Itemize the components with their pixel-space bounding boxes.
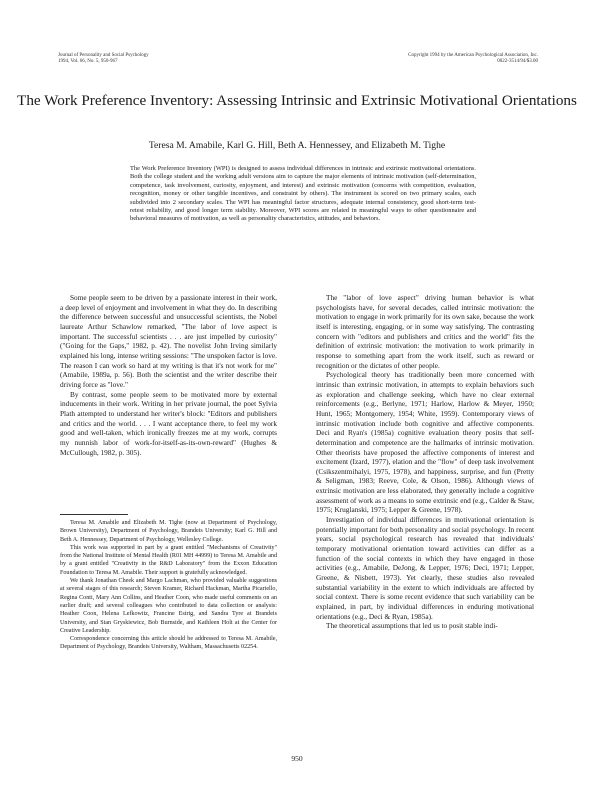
footnote-divider (60, 514, 128, 515)
paragraph: The theoretical assumptions that led us to posit stable indi- (326, 621, 498, 631)
copyright-line: Copyright 1994 by the American Psychological Association, Inc. (408, 53, 538, 58)
paragraph: The "labor of love aspect" driving human behavior is what psychologists have, for several decades, called intrinsic motivation: the motivation to engage in work primarily for its own sake, because the work itself is interesting, engaging, or in some way satisfying. The contrasting concern with "editors and publishers and critics and the world" fits the definition of extrinsic motivation: the motivation to work primarily in response to something apart from the work itself, such as reward or recognition or the dictates of other people. (316, 293, 534, 370)
body-column-left (60, 293, 277, 457)
paragraph: By contrast, some people seem to be motivated more by external inducements in their work. Writing in her private journal, the poet Sylvia Plath attempted to understand her writer's block: "Editors and publishers and critics and the world. . . . I want acceptance there, to feel my work good and well-taken, which ironically freezes me at my work, corrupts my nunnish labor of work-for-itself-as-its-own-reward" (Hughes & McCullough, 1982, p. 305). (60, 389, 277, 457)
acknowledgments-note: We thank Jonathan Cheek and Margo Lachman, who provided valuable suggestions at several stages of this research; Steven Kramer, Richard Hackman, Martha Picariello, Regina Conti, Mary Ann Collins, and Heather Coon, who made useful comments on an earlier draft; and several colleagues who contributed to data collection or analysis: Heather Coon, Helena Lefkowitz, Francine Estrig, and Sandra Tyre at Brandeis University, and Stan Gryskiewicz, Bob Burnside, and Kathleen Holt at the Center for Creative Leadership. (60, 578, 277, 634)
paragraph: Psychological theory has traditionally been more concerned with intrinsic than extrinsic motivation, in attempts to explain behaviors such as exploration and challenge seeking, which have no clear external reinforcements (e.g., Berlyne, 1971; Harlow, Harlow & Meyer, 1950; Hunt, 1965; Montgomery, 1954; White, 1959). Contemporary views of intrinsic motivation include both cognitive and affective components. Deci and Ryan's (1985a) cognitive evaluation theory posits that self-determination and competence are the hallmarks of intrinsic motivation. Other theorists have proposed the affective components of interest and excitement (Izard, 1977), elation and the "flow" of deep task involvement (Csikszentmihalyi, 1975, 1978), and happiness, surprise, and fun (Pretty & Seligman, 1983; Reeve, Cole, & Olson, 1986). Although views of extrinsic motivation are less elaborated, they generally include a cognitive assessment of work as a means to some extrinsic end (e.g., Calder & Staw, 1975; Kruglanski, 1975; Lepper & Greene, 1978). (316, 370, 534, 515)
journal-name: Journal of Personality and Social Psychology (58, 53, 149, 58)
footnotes (60, 519, 277, 652)
journal-volume: 1994, Vol. 66, No. 5, 950-967 (58, 59, 118, 64)
copyright-notice (408, 53, 538, 65)
article-title: The Work Preference Inventory: Assessing Intrinsic and Extrinsic Motivational Orientations (17, 92, 577, 109)
paragraph: Some people seem to be driven by a passionate interest in their work, a deep level of enjoyment and involvement in what they do. In describing the difference between successful and unsuccessful scientists, the Nobel laureate Arthur Schawlow remarked, "The labor of love aspect is important. The successful scientists . . . are just impelled by curiosity" ("Going for the Gaps," 1982, p. 42). The novelist John Irving similarly explained his long, intense writing sessions: "The unspoken factor is love. The reason I can work so hard at my writing is that it's not work for me" (Amabile, 1989a, p. 56). Both the scientist and the writer describe their driving force as "love." (60, 293, 277, 389)
page-number: 950 (291, 754, 303, 763)
correspondence-note: Correspondence concerning this article should be addressed to Teresa M. Amabile, Department of Psychology, Brandeis University, Waltham, Massachusetts 02254. (60, 636, 277, 651)
author-affiliation-note: Teresa M. Amabile and Elizabeth M. Tighe (now at Department of Psychology, Brown University), Department of Psychology, Brandeis University; Karl G. Hill and Beth A. Hennessey, Department of Psychology, Wellesley College. (60, 520, 277, 543)
funding-note: This work was supported in part by a grant entitled "Mechanisms of Creativity" from the National Institute of Mental Health (R01 MH 44999) to Teresa M. Amabile and by a grant entitled "Creativity in the R&D Laboratory" from the Exxon Education Foundation to Teresa M. Amabile. Their support is gratefully acknowledged. (60, 544, 277, 576)
issn-line: 0022-3514/94/$3.00 (497, 59, 538, 64)
paragraph: Investigation of individual differences in motivational orientation is potentially important for both personality and social psychology. In recent years, social psychological research has revealed that individuals' temporary motivational orientation toward activities can differ as a function of the social contexts in which they have engaged in those activities (e.g., Amabile, DeJong, & Lepper, 1976; Deci, 1971; Lepper, Greene, & Nisbett, 1973). Yet clearly, these studies also revealed substantial variability in the extent to which individuals are affected by social context. There is some recent evidence that such variability can be explained, in part, by individual differences in enduring motivational orientations (e.g., Deci & Ryan, 1985a). (316, 515, 534, 621)
abstract: The Work Preference Inventory (WPI) is designed to assess individual differences in intrinsic and extrinsic motivational orientations. Both the college student and the working adult versions aim to capture the major elements of intrinsic motivation (self-determination, competence, task involvement, curiosity, enjoyment, and interest) and extrinsic motivation (concerns with competition, evaluation, recognition, money or other tangible incentives, and constraint by others). The instrument is scored on two primary scales, each subdivided into 2 secondary scales. The WPI has meaningful factor structures, adequate internal consistency, good short-term test-retest reliability, and good longer term stability. Moreover, WPI scores are related in meaningful ways to other questionnaire and behavioral measures of motivation, as well as personality characteristics, attitudes, and behaviors. (130, 165, 476, 223)
body-column-right (316, 293, 534, 631)
journal-citation (58, 53, 149, 65)
author-list: Teresa M. Amabile, Karl G. Hill, Beth A. Hennessey, and Elizabeth M. Tighe (148, 140, 446, 151)
